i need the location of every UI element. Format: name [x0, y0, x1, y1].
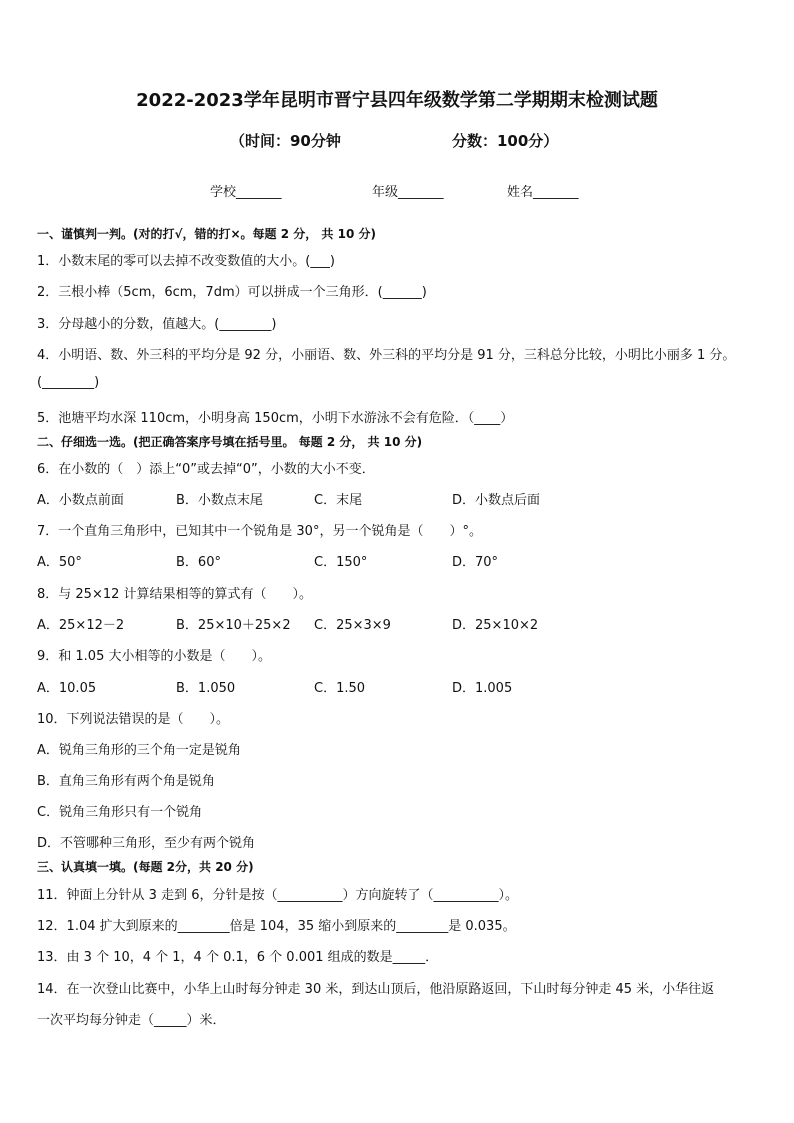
q6-option-a: A．小数点前面	[37, 493, 124, 508]
question-10: 10．下列说法错误的是（ ）。	[37, 712, 230, 727]
q6-option-c: C．末尾	[314, 493, 363, 508]
q10-option-a: A．锐角三角形的三个角一定是锐角	[37, 743, 241, 758]
section-heading-1: 一、谨慎判一判。(对的打√，错的打×。每题 2 分， 共 10 分)	[37, 227, 376, 241]
q6-option-b: B．小数点末尾	[176, 493, 263, 508]
q8-option-b: B．25×10＋25×2	[176, 618, 291, 633]
question-14-continued: 一次平均每分钟走（_____）米．	[37, 1013, 226, 1028]
q10-option-c: C．锐角三角形只有一个锐角	[37, 805, 203, 820]
question-12: 12．1.04 扩大到原来的________倍是 104，35 缩小到原来的________是 0.035。	[37, 919, 516, 934]
q10-option-d: D．不管哪种三角形，至少有两个锐角	[37, 836, 256, 851]
question-11: 11．钟面上分针从 3 走到 6，分针是按（__________）方向旋转了（__________）。	[37, 888, 518, 903]
name-field[interactable]: 姓名_______	[507, 185, 579, 200]
q7-option-a: A．50°	[37, 555, 82, 570]
question-3: 3．分母越小的分数，值越大。(________)	[37, 317, 277, 332]
q6-option-d: D．小数点后面	[452, 493, 541, 508]
page-title: 2022-2023学年昆明市晋宁县四年级数学第二学期期末检测试题	[136, 90, 658, 111]
exam-time: （时间：90分钟	[230, 132, 341, 150]
question-9: 9．和 1.05 大小相等的小数是（ ）。	[37, 649, 271, 664]
section-heading-3: 三、认真填一填。(每题 2分，共 20 分)	[37, 860, 254, 874]
school-field[interactable]: 学校_______	[210, 185, 282, 200]
q8-option-c: C．25×3×9	[314, 618, 391, 633]
q10-option-b: B．直角三角形有两个角是锐角	[37, 774, 215, 789]
exam-score: 分数：100分）	[452, 132, 559, 150]
q9-option-a: A．10.05	[37, 681, 97, 696]
q9-option-c: C．1.50	[314, 681, 366, 696]
question-7: 7．一个直角三角形中，已知其中一个锐角是 30°，另一个锐角是（ ）°。	[37, 524, 482, 539]
question-2: 2．三根小棒（5cm，6cm，7dm）可以拼成一个三角形．(______)	[37, 285, 427, 300]
question-8: 8．与 25×12 计算结果相等的算式有（ ）。	[37, 587, 313, 602]
grade-field[interactable]: 年级_______	[372, 185, 444, 200]
q7-option-d: D．70°	[452, 555, 499, 570]
question-1: 1．小数末尾的零可以去掉不改变数值的大小。(___)	[37, 254, 335, 269]
section-heading-2: 二、仔细选一选。(把正确答案序号填在括号里。 每题 2 分， 共 10 分)	[37, 435, 423, 449]
q8-option-a: A．25×12－2	[37, 618, 125, 633]
question-14: 14．在一次登山比赛中，小华上山时每分钟走 30 米，到达山顶后，他沿原路返回，下山时每分钟走 45 米，小华往返	[37, 982, 715, 997]
q9-option-b: B．1.050	[176, 681, 236, 696]
q7-option-c: C．150°	[314, 555, 368, 570]
q9-option-d: D．1.005	[452, 681, 513, 696]
question-4: 4．小明语、数、外三科的平均分是 92 分，小丽语、数、外三科的平均分是 91 分，三科总分比较，小明比小丽多 1 分。	[37, 348, 736, 363]
question-13: 13．由 3 个 10，4 个 1，4 个 0.1，6 个 0.001 组成的数是_____．	[37, 950, 439, 965]
question-5: 5．池塘平均水深 110cm，小明身高 150cm，小明下水游泳不会有危险．（____）	[37, 411, 514, 426]
q7-option-b: B．60°	[176, 555, 221, 570]
question-6: 6．在小数的（ ）添上“0”或去掉“0”，小数的大小不变．	[37, 462, 375, 477]
q8-option-d: D．25×10×2	[452, 618, 539, 633]
question-4-answer: (________)	[37, 375, 100, 390]
